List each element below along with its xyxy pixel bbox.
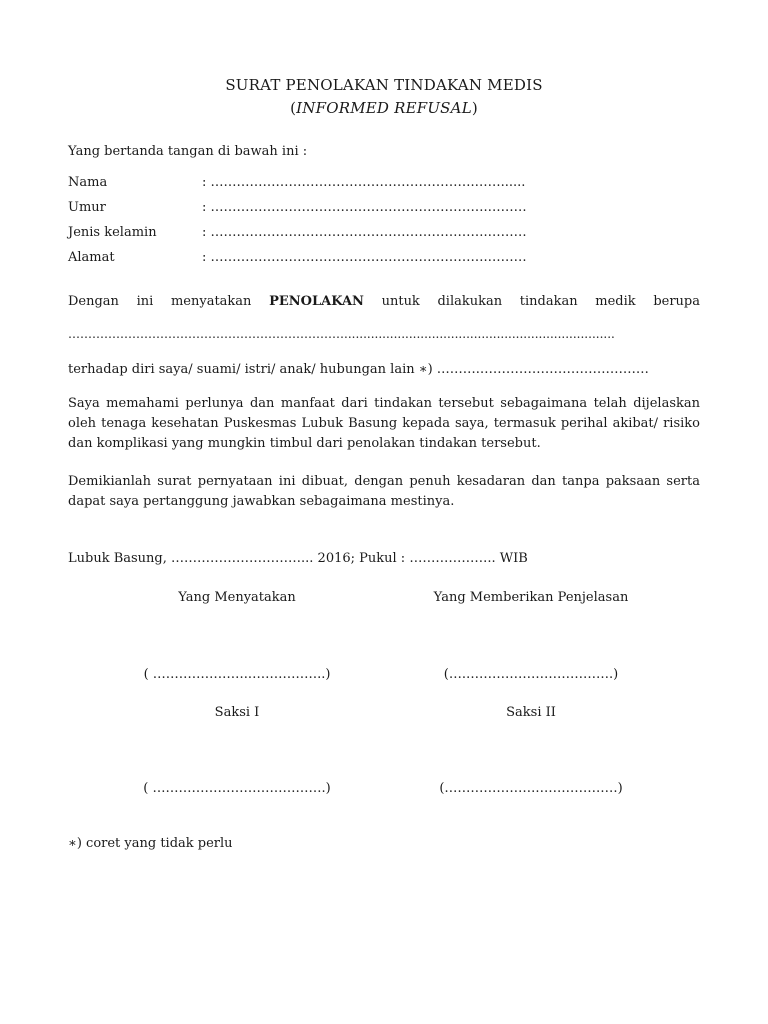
paragraph-line: Demikianlah surat pernyataan ini dibuat, dengan penuh kesadaran dan tanpa paksaan serta xyxy=(68,474,700,489)
statement-word: medik xyxy=(595,294,636,309)
witness-2-signature-line: (………………….………………) xyxy=(439,781,623,796)
closing-paragraph xyxy=(68,472,700,512)
explainer-signature-line: (….…………………………….) xyxy=(443,667,619,682)
statement-word: menyatakan xyxy=(170,294,252,309)
field-value-jenis-kelamin: : ……………………………………………………….……… xyxy=(202,225,527,240)
field-value-umur: : ……………………………………………………….……… xyxy=(202,200,527,215)
refusal-statement-line xyxy=(68,292,700,312)
paragraph-line: oleh tenaga kesehatan Puskesmas Lubuk Basung kepada saya, termasuk perihal akibat/ risiko xyxy=(68,416,700,432)
treatment-dots-line: ……………………………………………………………....................................................................... xyxy=(68,327,615,341)
statement-word: dilakukan xyxy=(437,294,503,309)
place-date-line: Lubuk Basung, …………………………... 2016; Pukul : ……………….. WIB xyxy=(68,551,528,566)
subtitle-open: ( xyxy=(290,99,297,117)
signer-title: Yang Menyatakan xyxy=(178,590,296,605)
field-label-alamat: Alamat xyxy=(68,250,115,265)
witness-1-signature-line: ( ………………………………….) xyxy=(143,781,331,796)
paragraph-line: dapat saya pertanggung jawabkan sebagaimana mestinya. xyxy=(68,494,455,510)
intro-text: Yang bertanda tangan di bawah ini : xyxy=(68,144,308,159)
field-label-jenis-kelamin: Jenis kelamin xyxy=(68,225,157,240)
subtitle-italic: INFORMED REFUSAL xyxy=(296,99,472,117)
document-page xyxy=(68,0,700,1024)
signer-signature-line: ( …………………..……………..) xyxy=(143,667,331,682)
witness-1-title: Saksi I xyxy=(214,705,260,720)
field-value-nama: : …………………………………………………….……...... xyxy=(202,175,526,190)
footnote: ∗) coret yang tidak perlu xyxy=(68,836,233,851)
statement-word: Dengan xyxy=(68,294,119,309)
paragraph-line: dan komplikasi yang mungkin timbul dari penolakan tindakan tersebut. xyxy=(68,436,541,452)
document-title: SURAT PENOLAKAN TINDAKAN MEDIS xyxy=(225,76,543,94)
target-person-line: terhadap diri saya/ suami/ istri/ anak/ hubungan lain ∗) ……….………………………………… xyxy=(68,362,649,377)
statement-word: tindakan xyxy=(519,294,578,309)
explainer-title: Yang Memberikan Penjelasan xyxy=(433,590,629,605)
statement-bold-word: PENOLAKAN xyxy=(269,294,364,309)
field-label-umur: Umur xyxy=(68,200,106,215)
understanding-paragraph xyxy=(68,394,700,454)
statement-word: untuk xyxy=(381,294,420,309)
statement-word: berupa xyxy=(653,294,700,309)
witness-2-title: Saksi II xyxy=(506,705,556,720)
field-label-nama: Nama xyxy=(68,175,108,190)
paragraph-line: Saya memahami perlunya dan manfaat dari tindakan tersebut sebagaimana telah dijelaskan xyxy=(68,396,700,411)
document-subtitle xyxy=(68,97,700,120)
subtitle-close: ) xyxy=(471,99,478,117)
statement-word: ini xyxy=(136,294,154,309)
field-value-alamat: : ……………………………………………………….……… xyxy=(202,250,527,265)
